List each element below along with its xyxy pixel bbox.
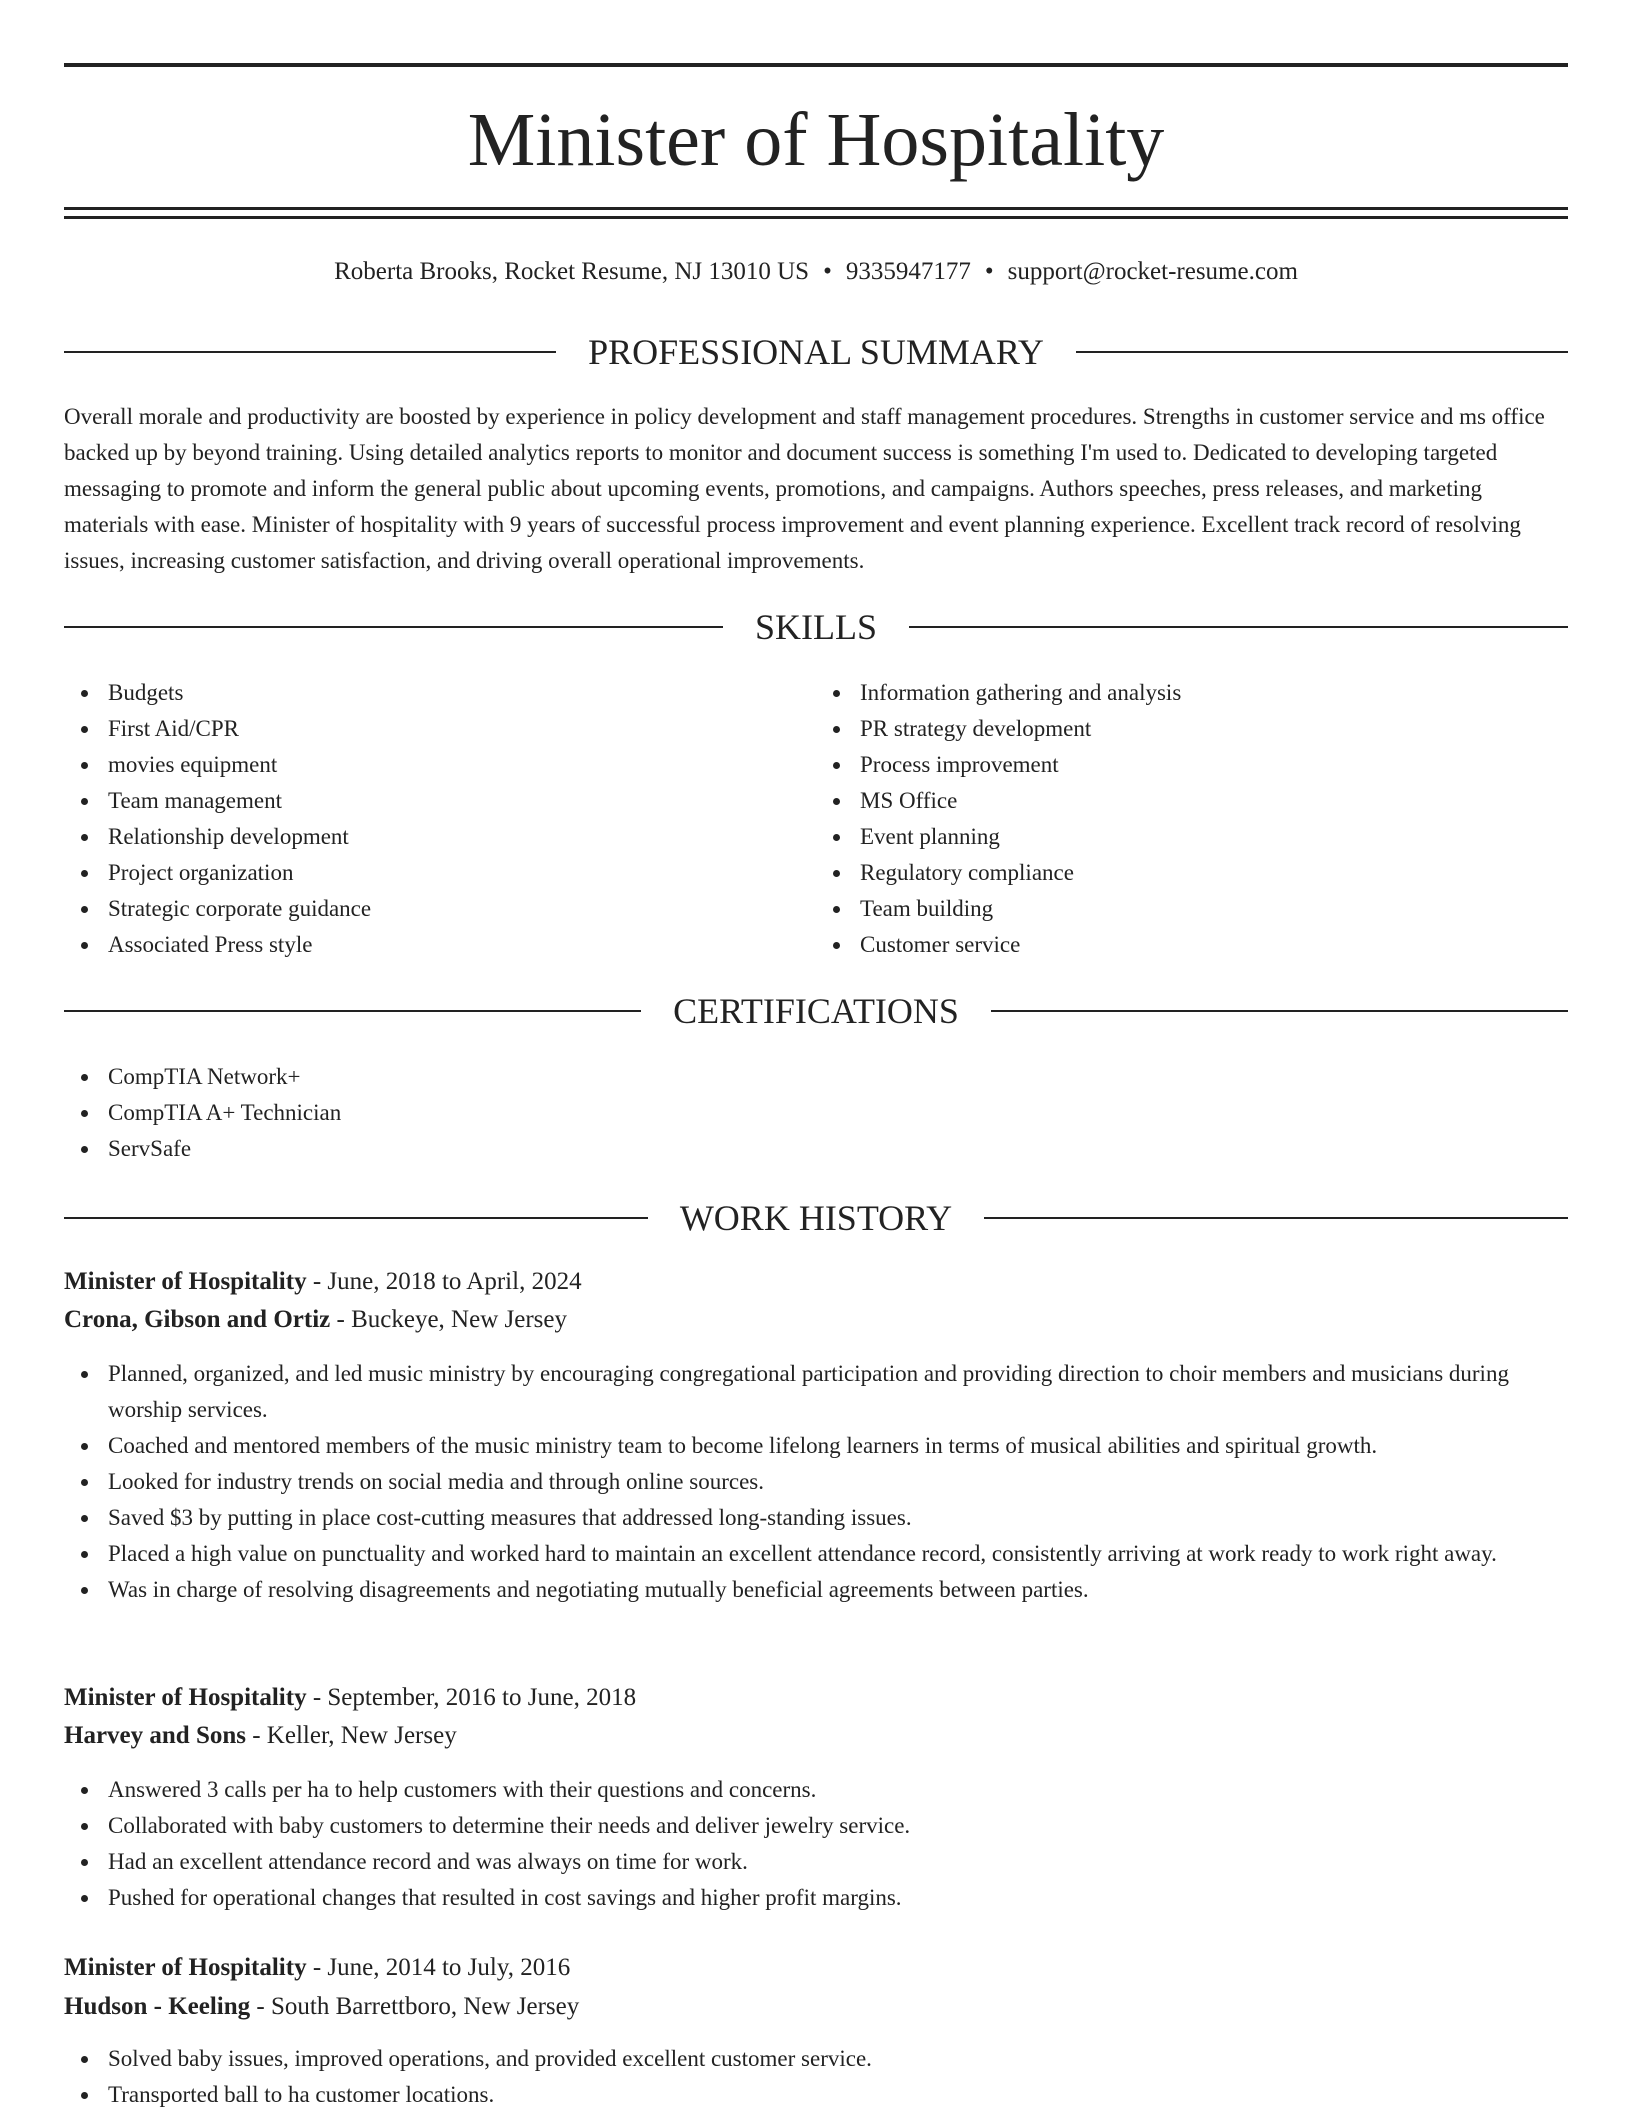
page-title: Minister of Hospitality [467, 98, 1165, 182]
job-company-line [64, 1988, 1568, 2026]
certification-item: CompTIA Network+ [64, 1059, 1568, 1095]
skills-heading-label: SKILLS [755, 607, 878, 647]
skill-item: Team building [816, 891, 1568, 927]
summary-text: Overall morale and productivity are boosted by experience in policy development and staff management procedures. Strengths in customer service and ms office backed up by beyond training. Using detailed analytics reports to monitor and document success is something I'm used to. Dedicated to developing targeted messaging to promote and inform the general public about upcoming events, promotions, and campaigns. Authors speeches, press releases, and marketing materials with ease. Minister of hospitality with 9 years of successful process improvement and event planning experience. Excellent track record of resolving issues, increasing customer satisfaction, and driving overall operational improvements. [64, 404, 1545, 573]
heading-rule [991, 1010, 1568, 1012]
certification-item: ServSafe [64, 1131, 1568, 1167]
heading-rule [984, 1217, 1568, 1219]
job-location: - Buckeye, New Jersey [330, 1306, 567, 1333]
contact-address: Roberta Brooks, Rocket Resume, NJ 13010 US [334, 258, 810, 285]
job-bullets [64, 2041, 1568, 2112]
job-company: Harvey and Sons [64, 1722, 246, 1749]
job-title-line [64, 1263, 1568, 1301]
skill-item: Strategic corporate guidance [64, 891, 816, 927]
heading-rule [64, 626, 723, 628]
skill-item: Process improvement [816, 747, 1568, 783]
skill-item: Event planning [816, 819, 1568, 855]
job-company: Crona, Gibson and Ortiz [64, 1306, 331, 1333]
heading-rule [64, 1217, 648, 1219]
job-title-line [64, 1679, 1568, 1717]
job-location: - Keller, New Jersey [245, 1722, 457, 1749]
contact-email: support@rocket-resume.com [1007, 258, 1298, 285]
contact-line [64, 254, 1568, 290]
job-bullet: Was in charge of resolving disagreements and negotiating mutually beneficial agreements between parties. [64, 1572, 1568, 1608]
skill-item: First Aid/CPR [64, 711, 816, 747]
skills-list [64, 675, 1568, 963]
work-history-section-heading [64, 1196, 1568, 1240]
summary-section-heading [64, 330, 1568, 374]
job-company: Hudson - Keeling [64, 1993, 251, 2020]
job-bullet: Looked for industry trends on social media and through online sources. [64, 1464, 1568, 1500]
skill-item: Customer service [816, 927, 1568, 963]
job-title-line [64, 1949, 1568, 1987]
skill-item: Relationship development [64, 819, 816, 855]
skill-item: MS Office [816, 783, 1568, 819]
skills-column-left [64, 675, 816, 963]
job-bullets [64, 1772, 1568, 1916]
certifications-list [64, 1059, 1568, 1167]
job-bullet: Answered 3 calls per ha to help customers with their questions and concerns. [64, 1772, 1568, 1808]
job-bullet: Coached and mentored members of the music ministry team to become lifelong learners in terms of musical abilities and spiritual growth. [64, 1428, 1568, 1464]
skill-item: Project organization [64, 855, 816, 891]
heading-rule [909, 626, 1568, 628]
work-history-heading-label: WORK HISTORY [679, 1198, 953, 1238]
heading-rule [64, 1010, 641, 1012]
job-company-line [64, 1717, 1568, 1755]
heading-rule [64, 351, 556, 353]
certifications-heading-label: CERTIFICATIONS [673, 991, 959, 1031]
job-dates: - June, 2018 to April, 2024 [306, 1268, 582, 1295]
skill-item: Information gathering and analysis [816, 675, 1568, 711]
summary-heading-label: PROFESSIONAL SUMMARY [588, 332, 1044, 372]
skills-column-right [816, 675, 1568, 963]
job-bullet: Transported ball to ha customer locations. [64, 2077, 1568, 2112]
job-title: Minister of Hospitality [64, 1268, 307, 1295]
skill-item: movies equipment [64, 747, 816, 783]
certification-item: CompTIA A+ Technician [64, 1095, 1568, 1131]
job-bullet: Placed a high value on punctuality and worked hard to maintain an excellent attendance record, consistently arriving at work ready to work right away. [64, 1536, 1568, 1572]
contact-separator: • [823, 258, 832, 285]
job-location: - South Barrettboro, New Jersey [250, 1993, 580, 2020]
contact-separator: • [984, 258, 994, 285]
skill-item: Regulatory compliance [816, 855, 1568, 891]
job-bullet: Pushed for operational changes that resulted in cost savings and higher profit margins. [64, 1880, 1568, 1916]
certifications-section-heading [64, 989, 1568, 1033]
contact-phone: 9335947177 [845, 258, 971, 285]
skill-item: PR strategy development [816, 711, 1568, 747]
job-title: Minister of Hospitality [64, 1954, 307, 1981]
skill-item: Team management [64, 783, 816, 819]
job-bullet: Collaborated with baby customers to determine their needs and deliver jewelry service. [64, 1808, 1568, 1844]
top-rule [64, 63, 1568, 67]
skills-section-heading [64, 605, 1568, 649]
job-bullet: Had an excellent attendance record and was always on time for work. [64, 1844, 1568, 1880]
job-dates: - June, 2014 to July, 2016 [306, 1954, 571, 1981]
job-bullets [64, 1356, 1568, 1608]
job-company-line [64, 1301, 1568, 1339]
job-title: Minister of Hospitality [64, 1684, 307, 1711]
job-bullet: Solved baby issues, improved operations, and provided excellent customer service. [64, 2041, 1568, 2077]
job-dates: - September, 2016 to June, 2018 [306, 1684, 637, 1711]
job-bullet: Saved $3 by putting in place cost-cutting measures that addressed long-standing issues. [64, 1500, 1568, 1536]
skill-item: Budgets [64, 675, 816, 711]
job-bullet: Planned, organized, and led music ministry by encouraging congregational participation and providing direction to choir members and musicians during worship services. [64, 1356, 1568, 1428]
title-double-rule [64, 207, 1568, 219]
heading-rule [1076, 351, 1568, 353]
skill-item: Associated Press style [64, 927, 816, 963]
